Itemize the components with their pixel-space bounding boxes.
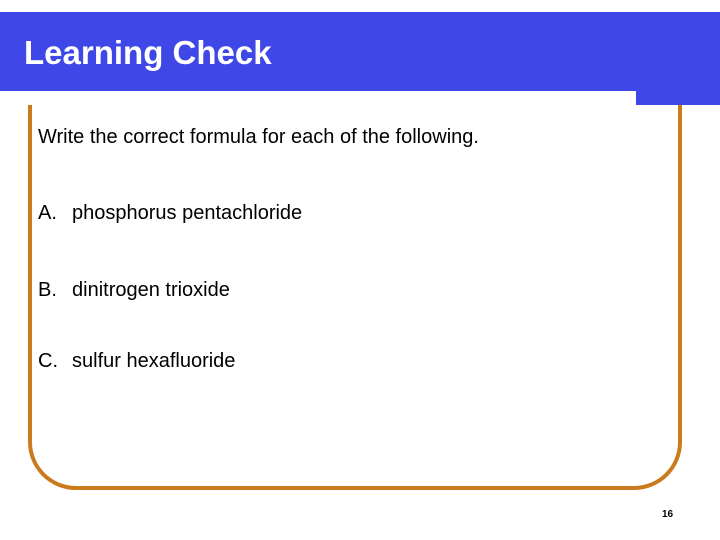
- list-item-b: [38, 279, 230, 302]
- slide-title: Learning Check: [24, 34, 272, 71]
- list-item-text: phosphorus pentachloride: [72, 202, 303, 224]
- list-item-c: [38, 350, 235, 373]
- title-bar-gap: [0, 95, 636, 105]
- instructions-text: Write the correct formula for each of the following.: [38, 126, 479, 148]
- list-item-text: sulfur hexafluoride: [72, 350, 236, 372]
- list-item-a: [38, 202, 302, 225]
- list-item-letter: B.: [38, 279, 57, 301]
- list-item-letter: C.: [38, 350, 58, 372]
- title-bar-tab: [636, 95, 720, 105]
- page-number: 16: [662, 509, 674, 520]
- list-item-text: dinitrogen trioxide: [72, 279, 230, 301]
- list-item-letter: A.: [38, 202, 57, 224]
- title-underline: [0, 91, 636, 95]
